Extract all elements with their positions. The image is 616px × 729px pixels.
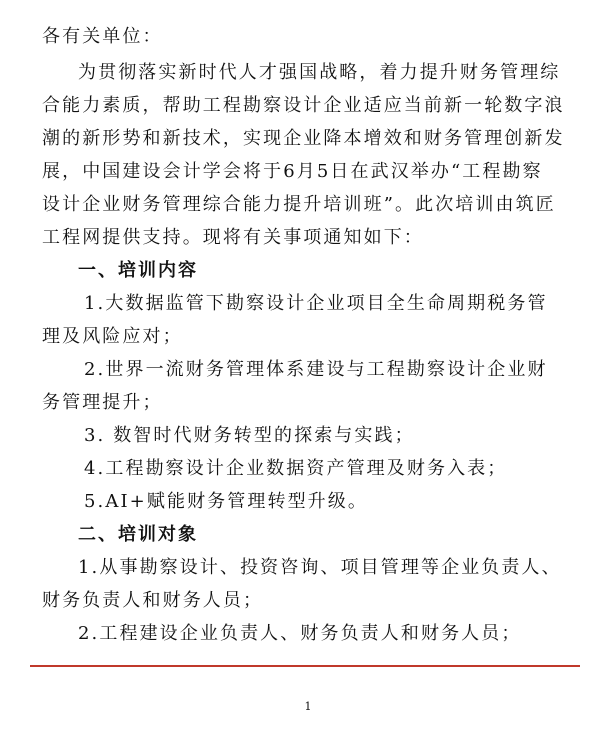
section-heading-training-audience: 二、培训对象 — [78, 524, 198, 545]
intro-line-3: 潮的新形势和新技术，实现企业降本增效和财务管理创新发 — [42, 128, 565, 149]
audience-item-1-line-1: 1.从事勘察设计、投资咨询、项目管理等企业负责人、 — [78, 557, 562, 578]
intro-line-4: 展，中国建设会计学会将于6月5日在武汉举办“工程勘察 — [42, 161, 543, 182]
content-item-2-line-1: 2.世界一流财务管理体系建设与工程勘察设计企业财 — [84, 359, 548, 380]
page-number: 1 — [304, 700, 312, 713]
footer-divider — [30, 665, 580, 667]
content-item-4: 4.工程勘察设计企业数据资产管理及财务入表； — [84, 458, 508, 479]
audience-item-1-line-2: 财务负责人和财务人员； — [42, 590, 264, 611]
content-item-1-line-2: 理及风险应对； — [42, 326, 183, 347]
intro-line-2: 合能力素质，帮助工程勘察设计企业适应当前新一轮数字浪 — [42, 95, 565, 116]
salutation: 各有关单位： — [42, 26, 163, 47]
intro-line-5: 设计企业财务管理综合能力提升培训班”。此次培训由筑匠 — [42, 194, 556, 215]
content-item-1-line-1: 1.大数据监管下勘察设计企业项目全生命周期税务管 — [84, 293, 548, 314]
section-heading-training-content: 一、培训内容 — [78, 260, 198, 281]
content-item-2-line-2: 务管理提升； — [42, 392, 163, 413]
intro-line-6: 工程网提供支持。现将有关事项通知如下： — [42, 227, 424, 248]
audience-item-2: 2.工程建设企业负责人、财务负责人和财务人员； — [78, 623, 522, 644]
content-item-5: 5.AI+赋能财务管理转型升级。 — [84, 491, 368, 512]
content-item-3: 3. 数智时代财务转型的探索与实践； — [84, 425, 415, 446]
intro-line-1: 为贯彻落实新时代人才强国战略，着力提升财务管理综 — [78, 62, 561, 83]
